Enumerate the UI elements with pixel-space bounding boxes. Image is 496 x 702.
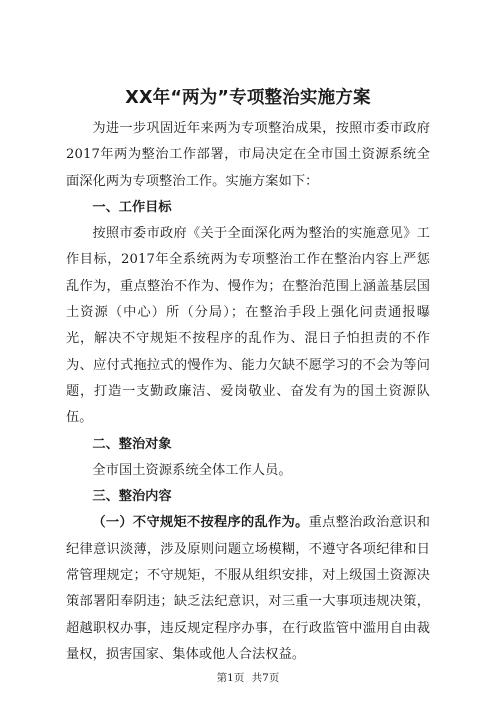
page-total: 共7页 — [251, 672, 280, 684]
page-number: 第1页 — [216, 672, 245, 684]
document-title: XX年“两为”专项整治实施方案 — [125, 88, 371, 108]
section-3-item-1-lead: （一）不守规矩不按程序的乱作为。 — [92, 515, 309, 531]
section-3-item-1-body: 重点整治政治意识和纪律意识淡薄，涉及原则问题立场模糊，不遵守各项纪律和日常管理规定；不守规矩，不服从组织安排，对上级国土资源决策部署阳奉阴违；缺乏法纪意识，对三重一大事项违规决策，超越职权办事，违反规定程序办事，在行政监管中滥用自由裁量权，损害国家、集体或他人合法权益。 — [66, 515, 430, 662]
section-1-body: 按照市委市政府《关于全面深化两为整治的实施意见》工作目标，2017年全系统两为专项整治工作在整治内容上严惩乱作为，重点整治不作为、慢作为；在整治范围上涵盖基层国土资源（中心）所（分局）；在整治手段上强化问责通报曝光，解决不守规矩不按程序的乱作为、混日子怕担责的不作为、应付式拖拉式的慢作为、能力欠缺不愿学习的不会为等问题，打造一支勤政廉洁、爱岗敬业、奋发有为的国土资源队伍。 — [66, 226, 430, 426]
page-footer — [0, 671, 496, 685]
section-2-body: 全市国土资源系统全体工作人员。 — [92, 462, 292, 478]
section-3-item-1 — [66, 510, 430, 668]
intro-paragraph: 为进一步巩固近年来两为专项整治成果，按照市委市政府2017年两为整治工作部署，市局决定在全市国土资源系统全面深化两为专项整治工作。实施方案如下： — [66, 121, 430, 189]
section-2-heading: 二、整治对象 — [92, 436, 172, 452]
section-3-heading: 三、整治内容 — [92, 489, 172, 505]
section-1-heading: 一、工作目标 — [92, 199, 172, 215]
